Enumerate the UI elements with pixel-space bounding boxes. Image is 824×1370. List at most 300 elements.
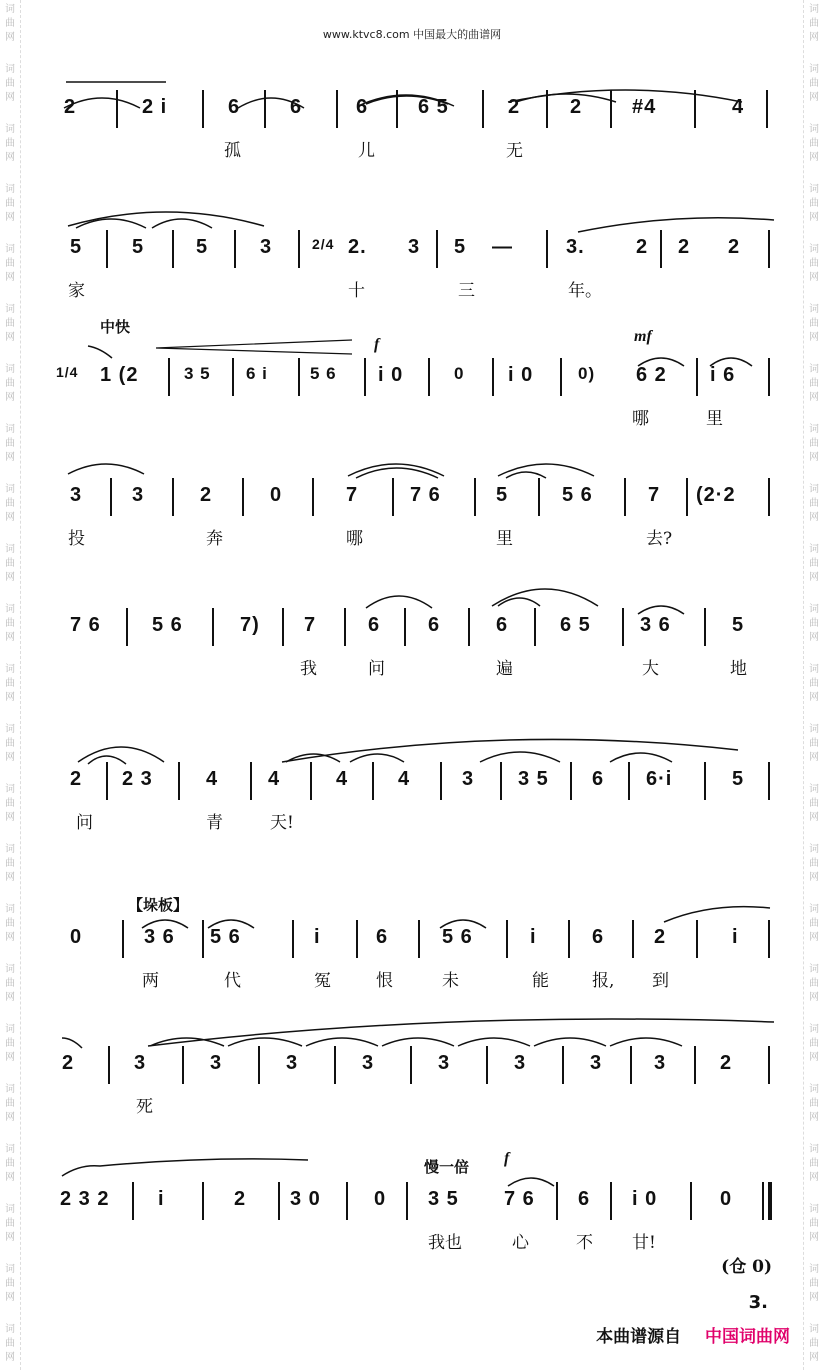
note: 0): [578, 364, 596, 383]
bar-line: [482, 90, 484, 128]
note: 5: [196, 236, 209, 258]
bar-line: [172, 478, 174, 516]
watermark-mark: 网: [5, 1232, 15, 1243]
bar-line: [212, 608, 214, 646]
dynamic-f: f: [374, 336, 380, 353]
bar-line: [168, 358, 170, 396]
footer: [596, 1322, 790, 1347]
bar-line: [126, 608, 128, 646]
watermark-mark: 网: [5, 1172, 15, 1183]
watermark-mark: 网: [809, 92, 819, 103]
bar-line: [768, 1046, 770, 1084]
watermark-mark: 曲: [5, 918, 15, 929]
note: 2: [62, 1052, 75, 1074]
note: 3: [438, 1052, 451, 1074]
note: i 0: [378, 364, 404, 386]
bar-line: [696, 920, 698, 958]
bar-line: [686, 478, 688, 516]
note: 7): [240, 614, 260, 636]
watermark-mark: 曲: [809, 258, 819, 269]
bar-line: [282, 608, 284, 646]
bar-line: [178, 762, 180, 800]
watermark-mark: 网: [5, 212, 15, 223]
watermark-mark: 网: [809, 392, 819, 403]
watermark-mark: 词: [809, 544, 819, 555]
watermark-mark: 曲: [5, 318, 15, 329]
note: 6: [428, 614, 441, 636]
note: 6 i: [246, 364, 268, 383]
note: 3 5: [184, 364, 211, 383]
staff-line-5: [56, 608, 776, 678]
note: 3: [132, 484, 145, 506]
watermark-mark: 网: [809, 812, 819, 823]
note: 3 0: [290, 1188, 321, 1210]
note: 5: [732, 768, 745, 790]
watermark-mark: 词: [809, 304, 819, 315]
bar-line: [538, 478, 540, 516]
bar-line: [474, 478, 476, 516]
watermark-mark: 曲: [5, 978, 15, 989]
bar-line: [624, 478, 626, 516]
staff-line-1: [56, 90, 776, 160]
lyric: 奔: [206, 529, 223, 549]
note: 6 5: [418, 96, 449, 118]
note: 5 6: [152, 614, 183, 636]
watermark-mark: 网: [809, 752, 819, 763]
watermark-mark: 曲: [5, 1098, 15, 1109]
bar-line: [768, 920, 770, 958]
watermark-mark: 词: [809, 4, 819, 15]
lyric: 问: [76, 813, 93, 833]
note: 0: [270, 484, 283, 506]
watermark-mark: 网: [5, 752, 15, 763]
bar-line: [406, 1182, 408, 1220]
note: i: [314, 926, 321, 948]
note: 3 5: [428, 1188, 459, 1210]
note: —: [492, 236, 513, 258]
note: 7: [304, 614, 317, 636]
lyric: 问: [368, 659, 385, 679]
watermark-mark: 曲: [809, 1218, 819, 1229]
bar-line: [696, 358, 698, 396]
lyric: 恨: [376, 971, 393, 991]
note: 3: [362, 1052, 375, 1074]
bar-line: [546, 90, 548, 128]
bar-line: [278, 1182, 280, 1220]
watermark-mark: 网: [5, 872, 15, 883]
watermark-mark: 词: [5, 964, 15, 975]
bar-line: [250, 762, 252, 800]
watermark-mark: 词: [5, 1024, 15, 1035]
watermark-mark: 网: [5, 1112, 15, 1123]
watermark-mark: 词: [5, 424, 15, 435]
watermark-mark: 词: [809, 364, 819, 375]
watermark-mark: 曲: [809, 918, 819, 929]
watermark-mark: 曲: [809, 558, 819, 569]
watermark-mark: 词: [809, 124, 819, 135]
watermark-mark: 曲: [809, 978, 819, 989]
note: 6: [228, 96, 241, 118]
watermark-mark: 词: [809, 1144, 819, 1155]
note: 6 5: [560, 614, 591, 636]
watermark-mark: 词: [5, 664, 15, 675]
note: 1 (2: [100, 364, 139, 386]
watermark-mark: 曲: [5, 498, 15, 509]
staff-line-4: [56, 478, 776, 548]
bar-line: [428, 358, 430, 396]
note: 7 6: [70, 614, 101, 636]
final-bar-line: [768, 1182, 772, 1220]
watermark-mark: 曲: [809, 318, 819, 329]
staff-line-2: [56, 230, 776, 300]
note: 3: [462, 768, 475, 790]
note: 5 6: [210, 926, 241, 948]
lyric: 遍: [496, 659, 513, 679]
bar-line: [264, 90, 266, 128]
bar-line: [108, 1046, 110, 1084]
slur: [60, 1158, 310, 1182]
lyric: 孤: [224, 141, 241, 161]
note: 2: [570, 96, 583, 118]
watermark-mark: 曲: [809, 618, 819, 629]
watermark-mark: 网: [809, 872, 819, 883]
note: i: [530, 926, 537, 948]
bar-line: [418, 920, 420, 958]
watermark-mark: 网: [809, 452, 819, 463]
watermark-mark: 曲: [809, 1158, 819, 1169]
note: 3: [260, 236, 273, 258]
watermark-mark: 曲: [809, 138, 819, 149]
watermark-mark: 词: [809, 424, 819, 435]
bar-line: [122, 920, 124, 958]
watermark-mark: 网: [5, 572, 15, 583]
staff-line-7: [56, 896, 776, 991]
watermark-mark: 网: [5, 332, 15, 343]
bar-line: [172, 230, 174, 268]
watermark-mark: 网: [809, 32, 819, 43]
bar-line: [568, 920, 570, 958]
bar-line: [234, 230, 236, 268]
bar-line: [694, 1046, 696, 1084]
bar-line: [410, 1046, 412, 1084]
watermark-mark: 网: [809, 572, 819, 583]
note: 7: [346, 484, 359, 506]
bar-line: [298, 230, 300, 268]
watermark-mark: 词: [5, 844, 15, 855]
watermark-mark: 词: [809, 664, 819, 675]
bar-line: [610, 90, 612, 128]
note: 3: [210, 1052, 223, 1074]
lyric: 代: [224, 971, 241, 991]
bar-line: [106, 230, 108, 268]
watermark-mark: 词: [809, 1264, 819, 1275]
watermark-mark: 曲: [809, 798, 819, 809]
note: i: [158, 1188, 165, 1210]
bar-line: [768, 478, 770, 516]
chorus-mark: (仓 0): [721, 1257, 772, 1277]
watermark-mark: 网: [809, 632, 819, 643]
lyric: 不: [576, 1233, 593, 1253]
note: 2: [720, 1052, 733, 1074]
staff-line-6: [56, 762, 776, 832]
note: 5: [732, 614, 745, 636]
bar-line: [468, 608, 470, 646]
watermark-mark: 曲: [5, 618, 15, 629]
watermark-mark: 曲: [809, 498, 819, 509]
lyric: 地: [730, 659, 747, 679]
note: #4: [632, 96, 657, 118]
lyric: 年。: [568, 281, 602, 301]
watermark-mark: 词: [5, 4, 15, 15]
bar-line: [436, 230, 438, 268]
watermark-mark: 网: [5, 1292, 15, 1303]
dynamic-mf: mf: [634, 328, 652, 345]
note: i 0: [632, 1188, 658, 1210]
lyric: 能: [532, 971, 549, 991]
bar-line: [312, 478, 314, 516]
note: i 6: [710, 364, 736, 386]
note: 7: [648, 484, 661, 506]
note: 3: [70, 484, 83, 506]
note: (2·2: [696, 484, 736, 506]
watermark-mark: 网: [809, 1232, 819, 1243]
lyric: 心: [512, 1233, 529, 1253]
staff-line-3: [56, 318, 776, 429]
watermark-mark: 曲: [809, 18, 819, 29]
note: 6: [356, 96, 369, 118]
watermark-mark: 词: [5, 1204, 15, 1215]
watermark-mark: 词: [5, 484, 15, 495]
note: 4: [268, 768, 281, 790]
watermark-mark: 词: [5, 784, 15, 795]
watermark-mark: 曲: [809, 198, 819, 209]
watermark-mark: 曲: [5, 1218, 15, 1229]
lyric: 大: [642, 659, 659, 679]
note: 7 6: [410, 484, 441, 506]
note: 6·i: [646, 768, 673, 790]
bar-line: [660, 230, 662, 268]
bar-line: [492, 358, 494, 396]
bar-line: [704, 608, 706, 646]
note: 3: [408, 236, 421, 258]
bar-line: [610, 1182, 612, 1220]
footer-site-link[interactable]: 中国词曲网: [705, 1327, 790, 1347]
watermark-mark: 词: [5, 184, 15, 195]
note: 5 6: [562, 484, 593, 506]
tempo-marking: 慢一倍: [424, 1158, 470, 1176]
watermark-mark: 词: [809, 964, 819, 975]
bar-line: [630, 1046, 632, 1084]
watermark-mark: 词: [5, 1264, 15, 1275]
watermark-mark: 网: [5, 392, 15, 403]
bar-line: [298, 358, 300, 396]
bar-line: [562, 1046, 564, 1084]
bar-line: [232, 358, 234, 396]
bar-line: [534, 608, 536, 646]
slur: [490, 580, 600, 610]
watermark-mark: 网: [5, 992, 15, 1003]
note: 0: [454, 364, 465, 383]
note: 2: [728, 236, 741, 258]
watermark-mark: 网: [5, 92, 15, 103]
watermark-mark: 曲: [5, 258, 15, 269]
bar-line: [560, 358, 562, 396]
note: 2: [678, 236, 691, 258]
bar-line: [440, 762, 442, 800]
bar-line: [768, 358, 770, 396]
watermark-mark: 词: [809, 484, 819, 495]
watermark-mark: 曲: [5, 738, 15, 749]
dynamic-f: f: [504, 1150, 510, 1167]
note: 6: [368, 614, 381, 636]
note: i: [732, 926, 739, 948]
staff-line-9: [56, 1150, 776, 1253]
watermark-mark: 网: [5, 152, 15, 163]
watermark-mark: 词: [809, 64, 819, 75]
watermark-mark: 网: [809, 932, 819, 943]
staff-line-8: [56, 1046, 776, 1116]
watermark-mark: 词: [5, 304, 15, 315]
note: 4: [336, 768, 349, 790]
bar-line: [690, 1182, 692, 1220]
watermark-mark: 词: [809, 604, 819, 615]
section-marker: 【垛板】: [128, 896, 189, 914]
note: 7 6: [504, 1188, 535, 1210]
lyric: 十: [348, 281, 365, 301]
watermark-mark: 曲: [809, 1098, 819, 1109]
bar-line: [622, 608, 624, 646]
note: 2 3: [122, 768, 153, 790]
bar-line: [364, 358, 366, 396]
note: 2: [654, 926, 667, 948]
lyric: 三: [458, 281, 475, 301]
watermark-mark: 词: [809, 844, 819, 855]
bar-line: [132, 1182, 134, 1220]
watermark-mark: 网: [809, 1292, 819, 1303]
watermark-mark: 网: [5, 632, 15, 643]
bar-line: [570, 762, 572, 800]
note: 4: [206, 768, 219, 790]
lyric: 里: [496, 529, 513, 549]
bar-line: [182, 1046, 184, 1084]
note: 2: [234, 1188, 247, 1210]
watermark-mark: 网: [5, 272, 15, 283]
watermark-mark: 词: [5, 1324, 15, 1335]
bar-line: [344, 608, 346, 646]
bar-line: [694, 90, 696, 128]
bar-line: [336, 90, 338, 128]
watermark-mark: 曲: [809, 678, 819, 689]
note: 2: [636, 236, 649, 258]
bar-line: [202, 1182, 204, 1220]
note: 5: [496, 484, 509, 506]
watermark-mark: 词: [5, 124, 15, 135]
note: 6: [592, 768, 605, 790]
note: 3.: [566, 236, 585, 258]
bar-line: [202, 90, 204, 128]
lyric: 到: [652, 971, 669, 991]
bar-line: [116, 90, 118, 128]
watermark-mark: 曲: [5, 798, 15, 809]
note: 6: [496, 614, 509, 636]
note: 5: [132, 236, 145, 258]
note: 3: [514, 1052, 527, 1074]
note: 5 6: [442, 926, 473, 948]
note: 2: [70, 768, 83, 790]
note: 2 3 2: [60, 1188, 110, 1210]
watermark-mark: 网: [5, 1352, 15, 1363]
lyric: 青: [206, 813, 223, 833]
note: 6 2: [636, 364, 667, 386]
watermark-mark: 曲: [5, 378, 15, 389]
slur: [66, 458, 146, 478]
lyric: 里: [706, 409, 723, 429]
watermark-mark: 网: [809, 1352, 819, 1363]
site-header: www.ktvc8.com 中国最大的曲谱网: [322, 28, 502, 41]
watermark-mark: 曲: [5, 438, 15, 449]
watermark-mark: 词: [809, 904, 819, 915]
bar-line: [768, 230, 770, 268]
bar-line: [310, 762, 312, 800]
watermark-mark: 曲: [5, 678, 15, 689]
lyric: 儿: [358, 141, 375, 161]
final-bar-line: [762, 1182, 764, 1220]
watermark-mark: 词: [809, 184, 819, 195]
note: 2.: [348, 236, 367, 258]
watermark-mark: 词: [809, 1084, 819, 1095]
footer-source: 本曲谱源自: [596, 1327, 682, 1347]
bar-line: [106, 762, 108, 800]
watermark-mark: 曲: [5, 198, 15, 209]
lyric: 两: [142, 971, 159, 991]
watermark-mark: 网: [809, 1112, 819, 1123]
note: 5: [70, 236, 83, 258]
lyric: 我也: [428, 1233, 462, 1253]
note: 2: [200, 484, 213, 506]
watermark-mark: 网: [809, 212, 819, 223]
watermark-mark: 网: [5, 692, 15, 703]
bar-line: [632, 920, 634, 958]
bar-line: [404, 608, 406, 646]
lyric: 无: [506, 141, 523, 161]
lyric: 哪: [346, 529, 363, 549]
watermark-mark: 曲: [5, 138, 15, 149]
lyric: 家: [68, 281, 85, 301]
note: 3 6: [144, 926, 175, 948]
lyric: 投: [68, 529, 85, 549]
crescendo-mark: [156, 338, 356, 358]
left-watermark-strip: [0, 0, 21, 1370]
watermark-mark: 网: [5, 1052, 15, 1063]
note: 3 6: [640, 614, 671, 636]
watermark-mark: 词: [5, 904, 15, 915]
watermark-mark: 网: [809, 692, 819, 703]
lyric: 冤: [314, 971, 331, 991]
note: 6: [376, 926, 389, 948]
watermark-mark: 词: [5, 364, 15, 375]
watermark-mark: 词: [809, 244, 819, 255]
right-watermark-strip: [803, 0, 824, 1370]
bar-line: [768, 762, 770, 800]
bar-line: [486, 1046, 488, 1084]
bar-line: [628, 762, 630, 800]
watermark-mark: 词: [5, 1084, 15, 1095]
watermark-mark: 词: [5, 604, 15, 615]
note: 5 6: [310, 364, 337, 383]
watermark-mark: 曲: [809, 78, 819, 89]
watermark-mark: 词: [809, 724, 819, 735]
watermark-mark: 词: [809, 1204, 819, 1215]
